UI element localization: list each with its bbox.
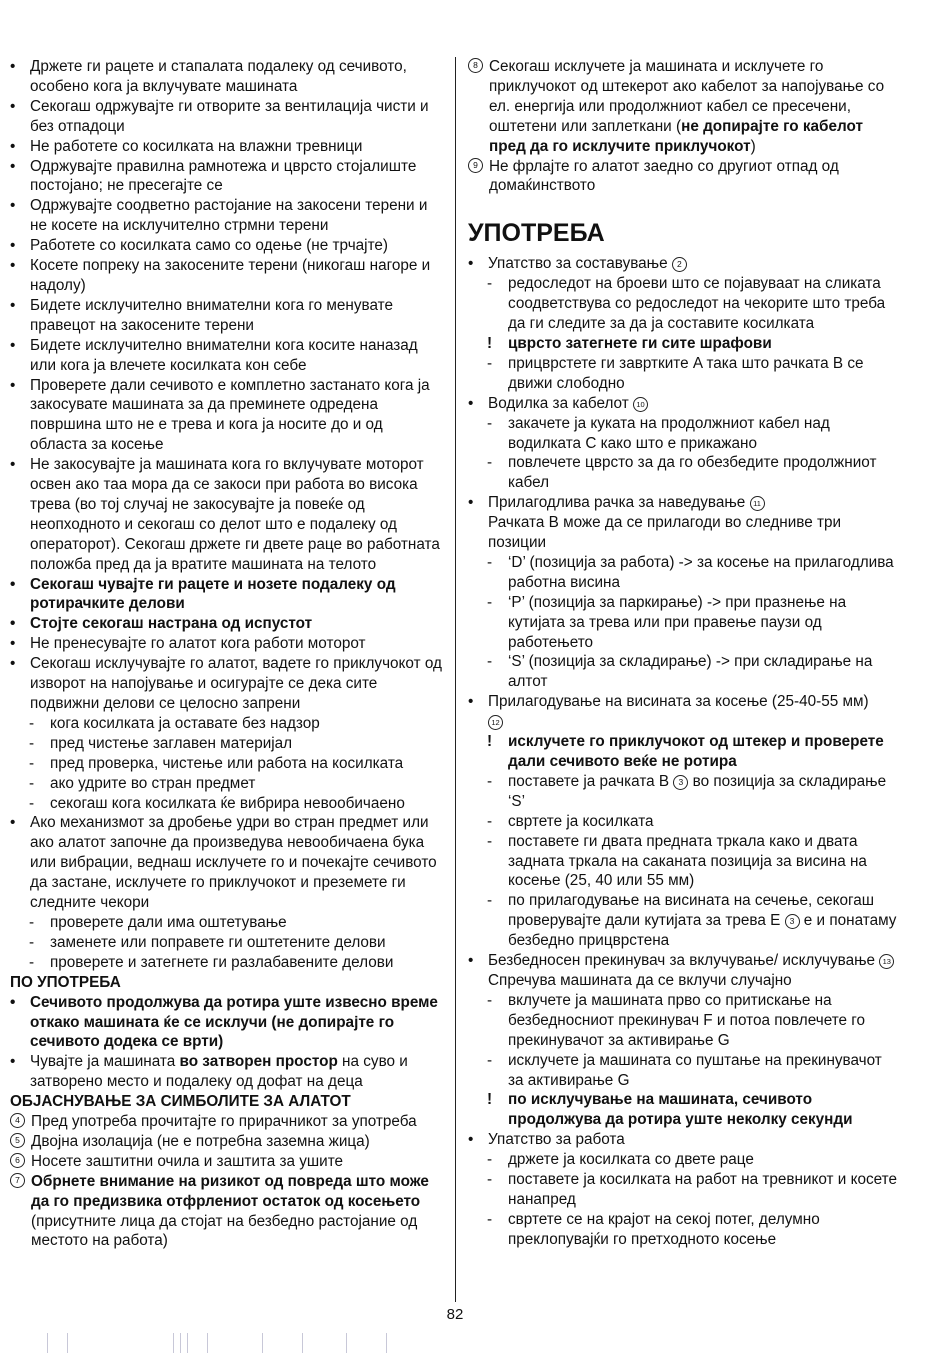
circled-number-icon: 6	[10, 1153, 25, 1168]
list-item: • Упатство за составување 2	[468, 254, 900, 274]
bullet-icon: •	[10, 336, 16, 354]
sub-item: - по прилагодување на висината на сечење, секогаш проверувајте дали кутијата за трева E 3 е и понатаму безбедно прицврстена	[487, 892, 897, 950]
list-item: • Не пренесувајте го алатот кога работи моторот	[10, 635, 366, 653]
bullet-icon: •	[10, 157, 16, 175]
list-item: • Проверете дали сечивото е комплетно застанато кога ја закосувате машината за да преминете одредена површина што не е трева и кога ја носите до и од областа за косење	[10, 376, 430, 454]
bullet-icon: •	[10, 456, 16, 474]
circled-number-icon: 8	[468, 58, 483, 73]
dash-icon: -	[29, 953, 35, 971]
dash-icon: -	[487, 892, 493, 910]
sub-item: - кога косилката ја оставате без надзор	[29, 714, 320, 732]
symbol-item: 9 Не фрлајте го алатот заедно со другиот отпад од домаќинството	[468, 157, 900, 197]
bullet-icon: •	[10, 237, 16, 255]
print-registration-marks	[0, 1333, 950, 1353]
circled-number-icon: 5	[10, 1133, 25, 1148]
warning-item: ! цврсто затегнете ги сите шрафови	[487, 334, 772, 352]
symbol-item: 7 Обрнете внимание на ризикот од повреда што може да го предизвика отфрлениот остаток од косењето (присутните лица да стојат на безбедно растојание од местото на работа)	[10, 1172, 442, 1252]
sub-item: - ако удрите во стран предмет	[29, 774, 256, 792]
dash-icon: -	[29, 933, 35, 951]
page-number: 82	[446, 1306, 464, 1323]
section-heading-symbols: ОБЈАСНУВАЊЕ ЗА СИМБОЛИТЕ ЗА АЛАТОТ	[10, 1093, 351, 1111]
bullet-icon: •	[468, 494, 474, 512]
item-description: Рачката B може да се прилагоди во следниве три позиции	[488, 514, 842, 552]
warning-item: ! по исклучување на машината, сечивото продолжува да ротира уште неколку секунди	[487, 1091, 853, 1129]
dash-icon: -	[29, 714, 35, 732]
warning-item: ! исклучете го приклучокот од штекер и проверете дали сечивото веќе не ротира	[487, 733, 884, 770]
sub-item: - поставете ја рачката B 3 во позиција за складирање ‘S’	[487, 772, 887, 810]
bullet-icon: •	[10, 1053, 16, 1071]
list-item: • Држете ги рацете и стапалата подалеку од сечивото, особено кога ја вклучувате машината	[10, 58, 407, 95]
list-item: • Работете со косилката само со одење (не трчајте)	[10, 237, 389, 255]
item-description: Спречува машината да се вклучи случајно	[488, 971, 792, 989]
list-item: • Секогаш чувајте ги рацете и нозете подалеку од ротирачките делови	[10, 575, 396, 613]
list-item: • Секогаш одржувајте ги отворите за вентилација чисти и без отпадоци	[10, 97, 429, 135]
list-item: • Не работете со косилката на влажни тревници	[10, 137, 363, 155]
bullet-icon: •	[10, 97, 16, 115]
sub-item: - ‘D’ (позиција за работа) -> за косење на прилагодлива работна висина	[487, 553, 894, 591]
list-item: • Ако механизмот за дробење удри во стран предмет или ако алатот започне да произведува невообичаена бука или вибрации, веднаш исклучете го и почекајте сечивото да застане, исклучете го приклучокот и преземете ги следните чекори	[10, 814, 437, 912]
dash-icon: -	[487, 653, 493, 671]
warning-icon: !	[487, 334, 493, 352]
dash-icon: -	[29, 913, 35, 931]
bullet-icon: •	[10, 655, 16, 673]
sub-item: - секогаш кога косилката ќе вибрира невообичаено	[29, 794, 405, 812]
dash-icon: -	[487, 772, 493, 790]
circled-number-icon: 13	[879, 954, 894, 969]
circled-number-icon: 3	[785, 914, 800, 929]
sub-item: - редоследот на броеви што се појавуваат на сликата соодветствува со редоследот на чекорите што треба да ги следите за да ја составите косилката	[487, 275, 886, 333]
list-item: • Сечивото продолжува да ротира уште извесно време откако машината ќе се исклучи (не допирајте го сечивото додека се врти)	[10, 993, 438, 1051]
bullet-icon: •	[468, 394, 474, 412]
dash-icon: -	[487, 354, 493, 372]
sub-item: - ‘P’ (позиција за паркирање) -> при празнење на кутијата за трева или при правење паузи од работењето	[487, 593, 847, 651]
list-item: • Чувајте ја машината во затворен простор на суво и затворено место и подалеку од дофат на деца	[10, 1053, 408, 1091]
bullet-icon: •	[468, 693, 474, 711]
dash-icon: -	[487, 991, 493, 1009]
circled-number-icon: 2	[672, 257, 687, 272]
list-item: • Стојте секогаш настрана од испустот	[10, 615, 313, 633]
dash-icon: -	[29, 794, 35, 812]
list-item: • Секогаш исклучувајте го алатот, вадете го приклучокот од изворот на напојување и осигурајте се дека сите подвижни делови се целосно запрени	[10, 655, 442, 712]
sub-item: - држете ја косилката со двете раце	[487, 1151, 754, 1169]
bullet-icon: •	[10, 615, 16, 633]
dash-icon: -	[487, 553, 493, 571]
sub-item: - проверете дали има оштетување	[29, 913, 287, 931]
circled-number-icon: 12	[488, 715, 503, 730]
symbol-item: 6 Носете заштитни очила и заштита за ушите	[10, 1152, 442, 1172]
bullet-icon: •	[10, 137, 16, 155]
dash-icon: -	[29, 774, 35, 792]
symbol-item: 5 Двојна изолација (не е потребна заземна жица)	[10, 1132, 442, 1152]
sub-item: - пред проверка, чистење или работа на косилката	[29, 754, 404, 772]
dash-icon: -	[29, 734, 35, 752]
circled-number-icon: 11	[750, 496, 765, 511]
sub-item: - заменете или поправете ги оштетените делови	[29, 933, 386, 951]
dash-icon: -	[487, 414, 493, 432]
bullet-icon: •	[10, 575, 16, 593]
dash-icon: -	[487, 832, 493, 850]
sub-item: - исклучете ја машината со пуштање на прекинувачот за активирање G	[487, 1051, 882, 1089]
bullet-icon: •	[10, 993, 16, 1011]
warning-icon: !	[487, 1091, 493, 1109]
bullet-icon: •	[468, 255, 474, 273]
dash-icon: -	[487, 454, 493, 472]
sub-item: - свртете ја косилката	[487, 812, 654, 830]
list-item: • Бидете исклучително внимателни кога го менувате правецот на закосените терени	[10, 296, 393, 334]
bullet-icon: •	[468, 952, 474, 970]
dash-icon: -	[487, 1171, 493, 1189]
symbol-item: 4 Пред употреба прочитајте го прирачникот за употреба	[10, 1112, 442, 1132]
dash-icon: -	[487, 275, 493, 293]
list-item: • Бидете исклучително внимателни кога косите наназад или кога ја влечете косилката кон себе	[10, 336, 418, 374]
right-column	[468, 57, 900, 1250]
sub-item: - поставете ја косилката на работ на тревникот и косете нанапред	[487, 1171, 897, 1208]
sub-item: - повлечете цврсто за да го обезбедите продолжниот кабел	[487, 454, 877, 492]
list-item: • Прилагодлива рачка за наведување 11	[468, 493, 900, 513]
list-item: • Косете попреку на закосените терени (никогаш нагоре и надолу)	[10, 257, 431, 294]
sub-item: - ‘S’ (позиција за складирање) -> при складирање на алтот	[487, 653, 873, 691]
list-item: • Одржувајте правилна рамнотежа и цврсто стојалиште постојано; не пресегајте се	[10, 157, 417, 195]
list-item: • Прилагодување на висината за косење (25-40-55 мм) 12	[468, 692, 900, 732]
sub-item: - свртете се на крајот на секој потег, делумно преклопувајќи го претходното косење	[487, 1210, 820, 1248]
sub-item: - вклучете ја машината прво со притискање на безбедносниот прекинувач F и потоа повлечете го прекинувачот за активирање G	[487, 991, 866, 1049]
symbol-item: 8 Секогаш исклучете ја машината и исклучете го приклучокот од штекерот ако кабелот за напојување со ел. енергија или продолжниот кабел се пресечени, оштетени или заплеткани (не допирајте го кабелот пред да го исклучите приклучокот)	[468, 57, 900, 157]
sub-item: - прицврстете ги завртките A така што рачката B се движи слободно	[487, 354, 864, 392]
dash-icon: -	[487, 812, 493, 830]
sub-item: - закачете ја куката на продолжниот кабел над водилката C како што е прикажано	[487, 414, 830, 452]
bullet-icon: •	[10, 814, 16, 832]
column-divider	[455, 57, 456, 1302]
list-item: • Упатство за работа	[468, 1131, 625, 1149]
circled-number-icon: 10	[633, 397, 648, 412]
dash-icon: -	[487, 593, 493, 611]
circled-number-icon: 4	[10, 1113, 25, 1128]
sub-item: - поставете ги двата предната тркала како и двата задната тркала на саканата позиција за висина на косење (25, 40 или 55 мм)	[487, 832, 867, 890]
bullet-icon: •	[10, 58, 16, 75]
bullet-icon: •	[10, 296, 16, 314]
sub-item: - пред чистење заглавен материјал	[29, 734, 293, 752]
bullet-icon: •	[10, 635, 16, 653]
bullet-icon: •	[10, 376, 16, 394]
dash-icon: -	[487, 1051, 493, 1069]
bullet-icon: •	[10, 197, 16, 215]
circled-number-icon: 3	[673, 775, 688, 790]
list-item: • Одржувајте соодветно растојание на закосени терени и не косете на исклучително стрмни терени	[10, 197, 428, 235]
bullet-icon: •	[10, 257, 16, 275]
list-item: • Водилка за кабелот 10	[468, 394, 900, 414]
dash-icon: -	[487, 1151, 493, 1169]
left-column	[10, 57, 442, 1251]
list-item: • Не закосувајте ја машината кога го вклучувате моторот освен ако таа мора да се закоси при работа во висока трева (во тој случај не закосувајте ја повеќе од неопходното и секогаш со делот што е подалеку од операторот). Секогаш држете ги двете раце во работната положба пред да ја вратите машината на телото	[10, 456, 440, 573]
circled-number-icon: 7	[10, 1173, 25, 1188]
circled-number-icon: 9	[468, 158, 483, 173]
dash-icon: -	[29, 754, 35, 772]
bullet-icon: •	[468, 1131, 474, 1149]
list-item: • Безбедносен прекинувач за вклучување/ исклучување 13	[468, 951, 900, 971]
section-heading-after-use: ПО УПОТРЕБА	[10, 973, 121, 991]
warning-icon: !	[487, 733, 493, 751]
page-title: УПОТРЕБА	[468, 219, 605, 248]
sub-item: - проверете и затегнете ги разлабавените делови	[29, 953, 394, 971]
dash-icon: -	[487, 1210, 493, 1228]
